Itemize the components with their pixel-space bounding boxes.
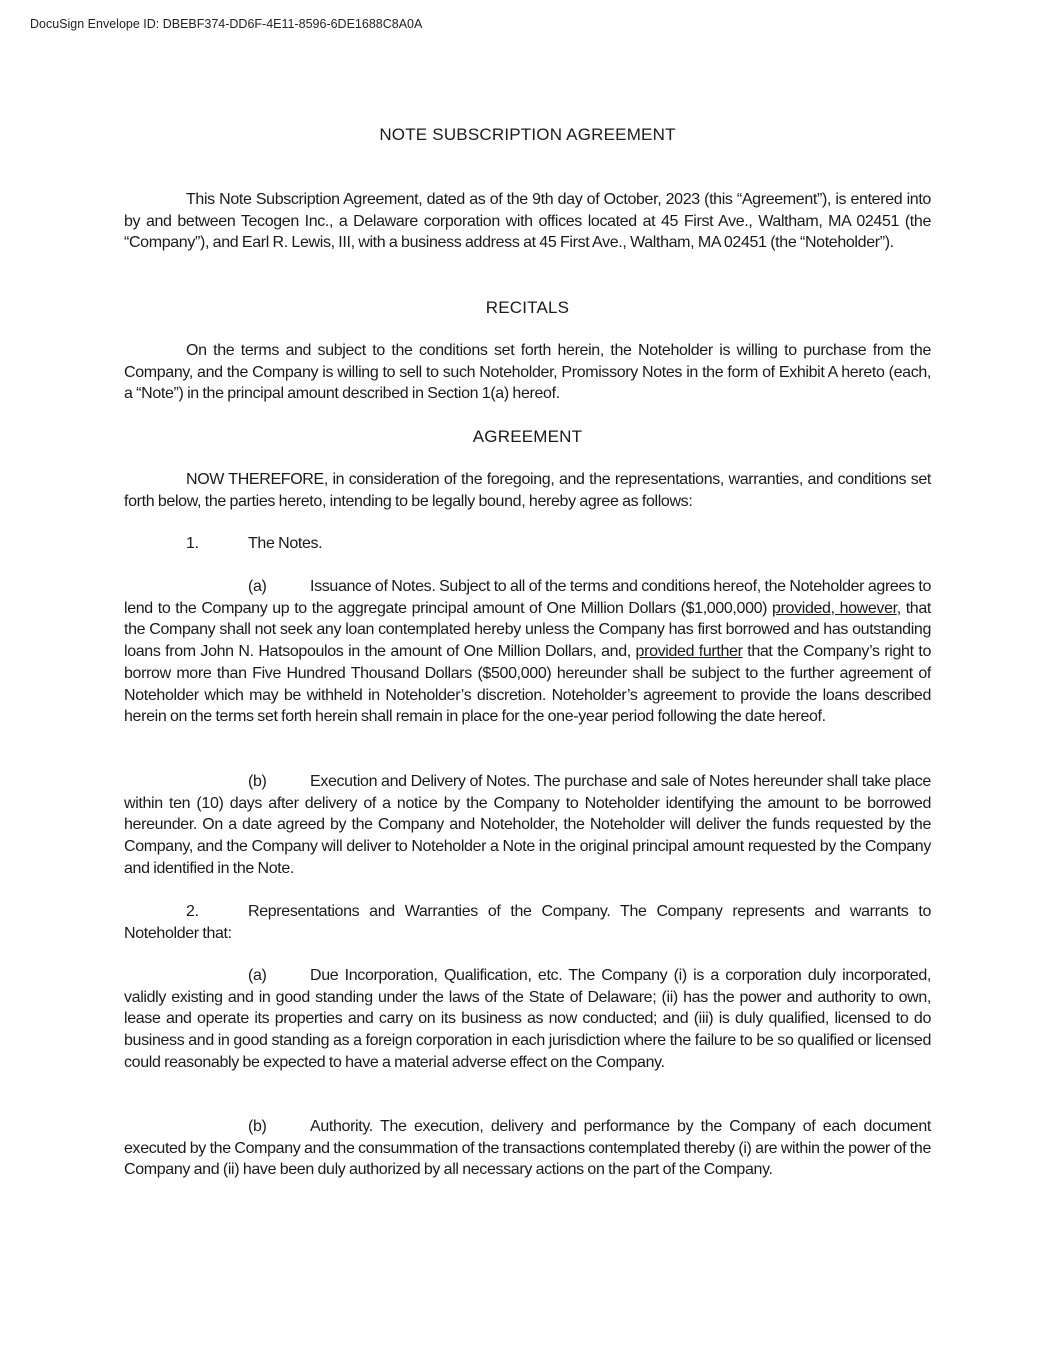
section-title: Representations and Warranties of the Company. The Company represents and warrants to Noteholder that: — [124, 903, 931, 942]
subsection-text-part3: that the Company’s right to borrow more than Five Hundred Thousand Dollars ($500,000) hereunder shall be subject to the further agreement of Noteholder which may be withheld in Noteholder’s discretion. Noteholder’s agreement to provide the loans described herein on the terms set forth herein shall remain in place for the one-year period following the date hereof. — [124, 643, 931, 726]
section-2-heading — [124, 901, 931, 944]
section-number: 1. — [186, 535, 199, 552]
section-title: The Notes. — [248, 535, 323, 552]
subsection-text-part2: , that the Company shall not seek any loan contemplated hereby unless the Company has first borrowed and has outstanding loans from John N. Hatsopoulos in the amount of One Million Dollars, and, — [124, 599, 931, 661]
section-number: 2. — [186, 903, 199, 920]
subsection-text: Authority. The execution, delivery and performance by the Company of each document executed by the Company and the consummation of the transactions contemplated thereby (i) are within the power of the Company and (ii) have been duly authorized by all necessary actions on the part of the Company. — [124, 1118, 931, 1179]
docusign-envelope-id: DocuSign Envelope ID: DBEBF374-DD6F-4E11-8596-6DE1688C8A0A — [30, 17, 423, 31]
subsection-1a — [124, 576, 931, 728]
subsection-2b — [124, 1116, 931, 1181]
recitals-heading: RECITALS — [485, 298, 570, 317]
agreement-preamble — [124, 469, 931, 512]
agreement-heading: AGREEMENT — [472, 427, 583, 446]
recitals-paragraph — [124, 340, 931, 405]
provided-however-underlined: provided, however — [772, 599, 897, 617]
subsection-label: (b) — [248, 1118, 267, 1135]
provided-further-underlined: provided further — [635, 643, 743, 661]
subsection-text: Due Incorporation, Qualification, etc. The Company (i) is a corporation duly incorporated, validly existing and in good standing under the laws of the State of Delaware; (ii) has the power and authority to own, lease and operate its properties and carry on its business as now conducted; and (iii) is duly qualified, licensed to do business and in good standing as a foreign corporation in each jurisdiction where the failure to be so qualified or licensed could reasonably be expected to have a material adverse effect on the Company. — [124, 967, 931, 1071]
subsection-1b — [124, 771, 931, 880]
recitals-text: On the terms and subject to the conditions set forth herein, the Noteholder is willing to purchase from the Company, and the Company is willing to sell to such Noteholder, Promissory Notes in the form of Exhibit A hereto (each, a “Note”) in the principal amount described in Section 1(a) hereof. — [124, 342, 931, 403]
intro-text: This Note Subscription Agreement, dated as of the 9th day of October, 2023 (this “Agreement”), is entered into by and between Tecogen Inc., a Delaware corporation with offices located at 45 First Ave., Waltham, MA 02451 (the “Company”), and Earl R. Lewis, III, with a business address at 45 First Ave., Waltham, MA 02451 (the “Noteholder”). — [124, 191, 931, 252]
subsection-2a — [124, 965, 931, 1074]
subsection-text-part1: Issuance of Notes. Subject to all of the terms and conditions hereof, the Noteholder agrees to lend to the Company up to the aggregate principal amount of One Million Dollars ($1,000,000) — [124, 578, 931, 617]
intro-paragraph — [124, 189, 931, 254]
subsection-label: (a) — [248, 578, 267, 595]
subsection-label: (b) — [248, 773, 267, 790]
document-title: NOTE SUBSCRIPTION AGREEMENT — [379, 125, 676, 144]
subsection-text: Execution and Delivery of Notes. The purchase and sale of Notes hereunder shall take place within ten (10) days after delivery of a notice by the Company to Noteholder identifying the amount to be borrowed hereunder. On a date agreed by the Company and Noteholder, the Noteholder will deliver the funds requested by the Company, and the Company will deliver to Noteholder a Note in the original principal amount requested by the Company and identified in the Note. — [124, 773, 931, 877]
preamble-text: NOW THEREFORE, in consideration of the foregoing, and the representations, warranties, and conditions set forth below, the parties hereto, intending to be legally bound, hereby agree as follows: — [124, 471, 931, 510]
section-1-heading — [124, 533, 931, 555]
subsection-label: (a) — [248, 967, 267, 984]
